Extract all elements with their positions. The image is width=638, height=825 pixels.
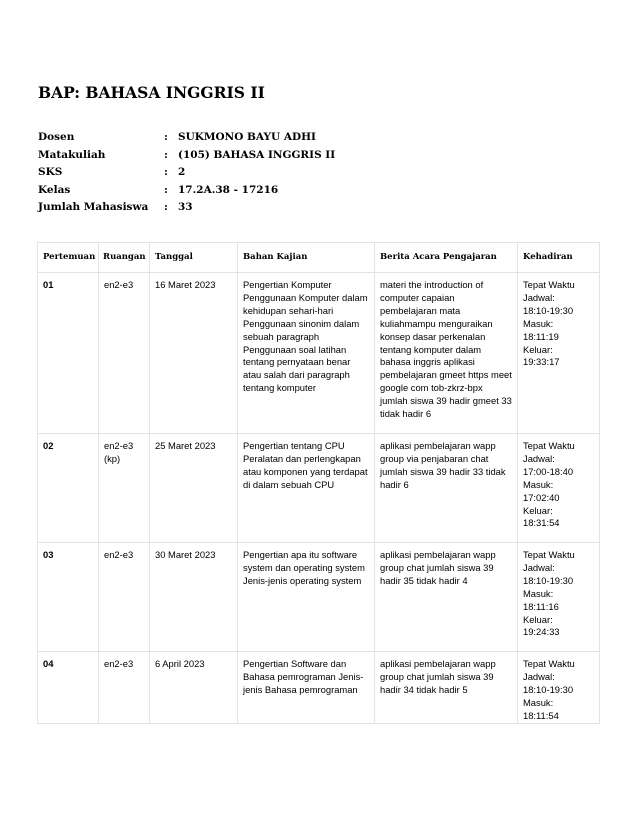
masuk-value: 18:11:54 [523,709,559,721]
cell-pertemuan: 03 [38,543,99,652]
cell-bahan-kajian: Pengertian tentang CPU Peralatan dan perlengkapan atau komponen yang terdapat di dalam sebuah CPU [238,434,375,543]
cell-pertemuan: 01 [38,273,99,434]
header-pertemuan: Pertemuan [38,243,99,273]
info-row-matakuliah [38,147,335,165]
table-row [38,273,600,434]
info-label: Kelas [38,183,71,196]
header-berita-acara: Berita Acara Pengajaran [375,243,518,273]
bap-table [37,242,600,724]
table-row [38,543,600,652]
cell-kehadiran [518,434,600,543]
info-row-jumlah-mahasiswa [38,199,335,217]
kehadiran-status: Tepat Waktu [523,549,575,560]
table-header-row [38,243,600,273]
masuk-label: Masuk: [523,478,554,490]
header-bahan-kajian: Bahan Kajian [238,243,375,273]
info-colon: : [164,131,168,143]
jadwal-value: 18:10-19:30 [523,683,574,695]
cell-bahan-kajian: Pengertian apa itu software system dan operating system Jenis-jenis operating system [238,543,375,652]
masuk-label: Masuk: [523,587,554,599]
jadwal-value: 18:10-19:30 [523,304,574,316]
keluar-value: 19:33:17 [523,356,560,368]
cell-tanggal: 16 Maret 2023 [150,273,238,434]
cell-berita-acara: aplikasi pembelajaran wapp group chat jumlah siswa 39 hadir 34 tidak hadir 5 [375,652,518,724]
masuk-value: 18:11:19 [523,330,559,342]
cell-ruangan: en2-e3 (kp) [99,434,150,543]
jadwal-label: Jadwal: [523,291,555,303]
masuk-label: Masuk: [523,317,554,329]
info-label: Dosen [38,131,75,143]
masuk-value: 17:02:40 [523,491,560,503]
info-label: SKS [38,166,63,178]
info-value: 17.2A.38 - 17216 [178,183,279,196]
info-row-dosen [38,129,335,147]
kehadiran-status: Tepat Waktu [523,279,575,290]
info-colon: : [164,148,168,161]
keluar-label: Keluar: [523,504,553,516]
keluar-label: Keluar: [523,613,553,625]
cell-tanggal: 25 Maret 2023 [150,434,238,543]
info-label: Matakuliah [38,148,106,161]
cell-berita-acara: materi the introduction of computer capaian pembelajaran mata kuliahmampu menguraikan konsep dasar perkenalan tentang komputer dalam bahasa inggris aplikasi pembelajaran gmeet https meet google com tob-zkrz-bpx jumlah siswa 39 hadir gmeet 33 tidak hadir 6 [375,273,518,434]
table-row [38,652,600,724]
cell-ruangan: en2-e3 [99,543,150,652]
cell-pertemuan: 04 [38,652,99,724]
info-row-kelas [38,182,335,200]
info-colon: : [164,166,168,178]
cell-kehadiran [518,652,600,724]
cell-berita-acara: aplikasi pembelajaran wapp group via penjabaran chat jumlah siswa 39 hadir 33 tidak hadir 6 [375,434,518,543]
info-value: 33 [178,201,193,213]
page-title: BAP: BAHASA INGGRIS II [38,83,265,102]
header-tanggal: Tanggal [150,243,238,273]
info-colon: : [164,183,168,196]
info-colon: : [164,201,168,213]
header-ruangan: Ruangan [99,243,150,273]
cell-ruangan: en2-e3 [99,652,150,724]
jadwal-label: Jadwal: [523,452,555,464]
cell-bahan-kajian: Pengertian Software dan Bahasa pemrograman Jenis-jenis Bahasa pemrograman [238,652,375,724]
info-value: 2 [178,166,186,178]
keluar-value: 19:24:33 [523,626,560,638]
masuk-label: Masuk: [523,696,554,708]
cell-ruangan: en2-e3 [99,273,150,434]
info-row-sks [38,164,335,182]
table-row [38,434,600,543]
info-value: SUKMONO BAYU ADHI [178,131,316,143]
kehadiran-status: Tepat Waktu [523,440,575,451]
info-label: Jumlah Mahasiswa [38,201,149,213]
header-kehadiran: Kehadiran [518,243,600,273]
jadwal-label: Jadwal: [523,561,555,573]
cell-pertemuan: 02 [38,434,99,543]
cell-tanggal: 30 Maret 2023 [150,543,238,652]
masuk-value: 18:11:16 [523,600,559,612]
cell-berita-acara: aplikasi pembelajaran wapp group chat jumlah siswa 39 hadir 35 tidak hadir 4 [375,543,518,652]
cell-tanggal: 6 April 2023 [150,652,238,724]
jadwal-value: 18:10-19:30 [523,574,574,586]
course-info [38,129,335,217]
keluar-label: Keluar: [523,343,553,355]
cell-kehadiran [518,543,600,652]
kehadiran-status: Tepat Waktu [523,658,575,669]
jadwal-value: 17:00-18:40 [523,465,574,477]
cell-kehadiran [518,273,600,434]
keluar-value: 18:31:54 [523,517,560,529]
cell-bahan-kajian: Pengertian Komputer Penggunaan Komputer dalam kehidupan sehari-hari Penggunaan sinonim dalam sebuah paragraph Penggunaan soal latihan tentang pernyataan benar atau salah dari paragraph tentang komputer [238,273,375,434]
jadwal-label: Jadwal: [523,670,555,682]
info-value: (105) BAHASA INGGRIS II [178,148,336,161]
